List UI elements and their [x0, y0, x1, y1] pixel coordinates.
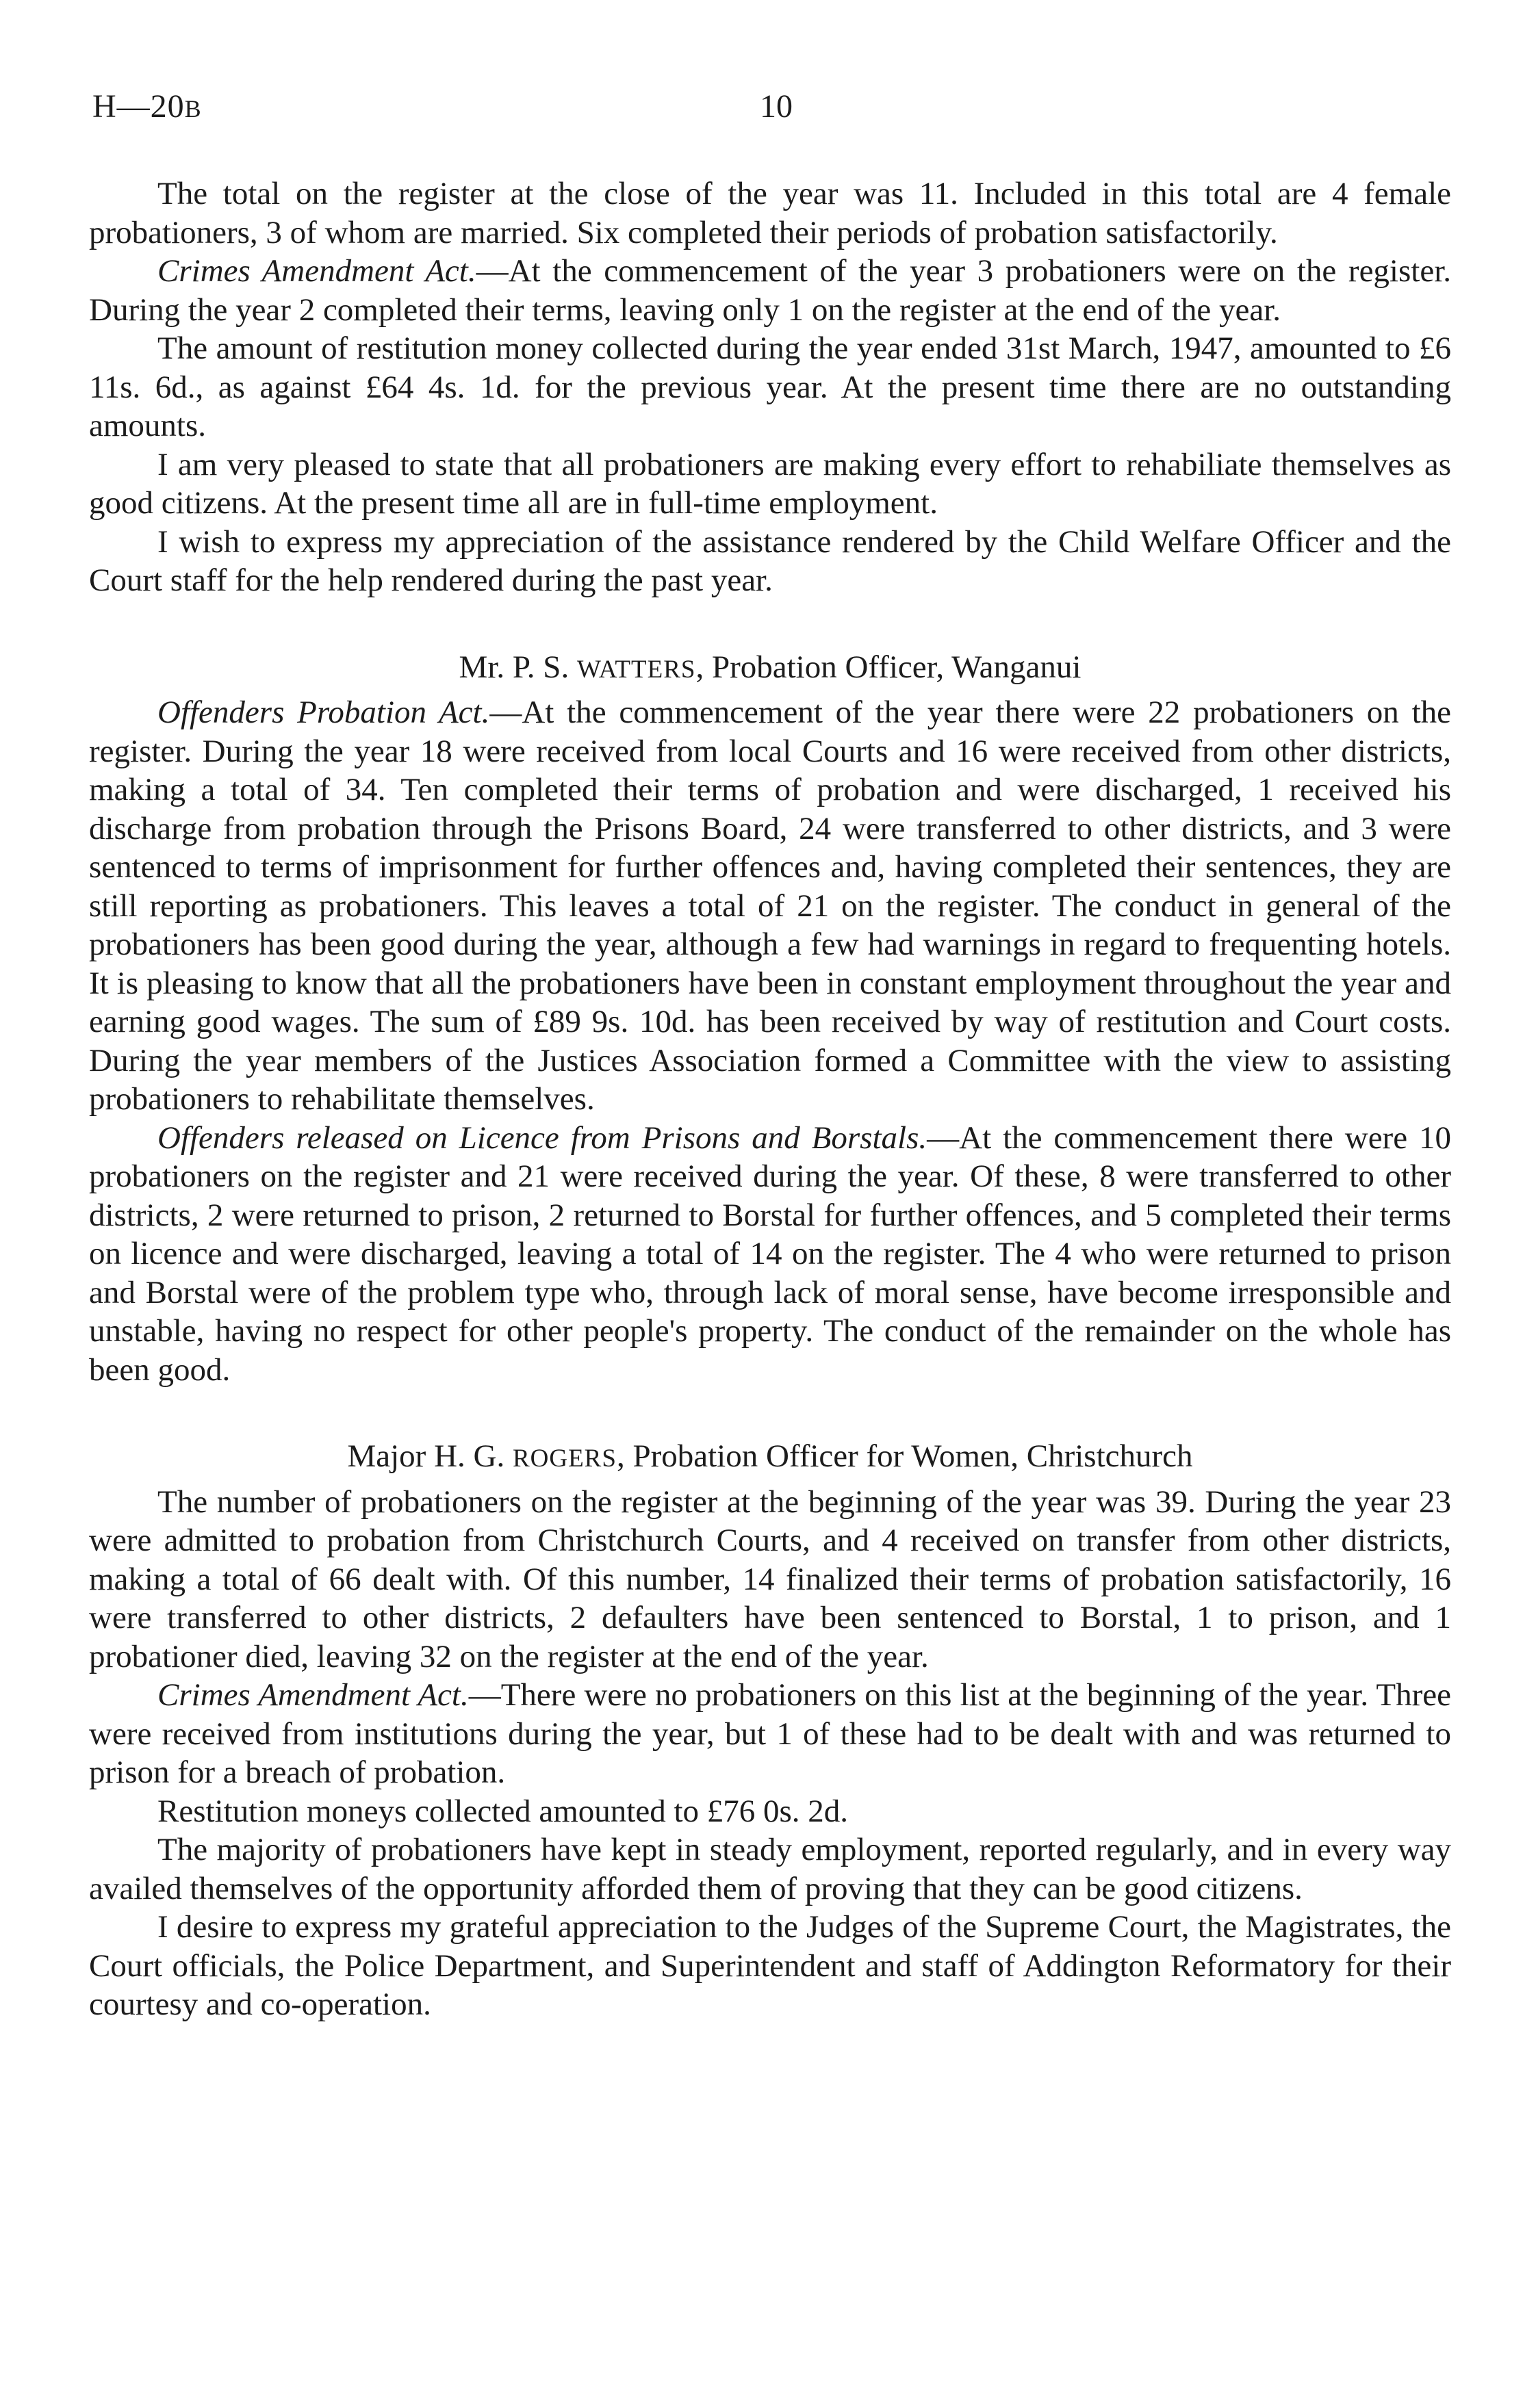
paragraph	[89, 1119, 1451, 1390]
heading-suffix: , Probation Officer, Wanganui	[695, 649, 1081, 685]
paragraph	[89, 1676, 1451, 1792]
section-heading-christchurch	[89, 1437, 1451, 1479]
section-heading-wanganui	[89, 648, 1451, 690]
page-number: 10	[760, 88, 793, 125]
paragraph-text: —At the commencement there were 10 probationers on the register and 21 were received during the year. Of these, 8 were transferred to other districts, 2 were returned to prison, 2 returned to Borstal for further offences, and 5 completed their terms on licence and were discharged, leaving a total of 14 on the register. The 4 who were returned to prison and Borstal were of the problem type who, through lack of moral sense, have become irresponsible and unstable, having no respect for other people's property. The conduct of the remainder on the whole has been good.	[89, 1119, 1451, 1388]
paragraph-label: Offenders released on Licence from Prisons and Borstals.	[157, 1119, 927, 1156]
paragraph-label: Offenders Probation Act.	[157, 695, 490, 730]
document-reference	[92, 88, 202, 125]
paragraph: I desire to express my grateful appreciation to the Judges of the Supreme Court, the Magistrates, the Court officials, the Police Department, and Superintendent and staff of Addington Reformatory for their courtesy and co-operation.	[89, 1909, 1451, 2022]
document-reference-main: H—20	[92, 88, 185, 125]
paragraph: Restitution moneys collected amounted to £76 0s. 2d.	[157, 1793, 849, 1829]
paragraph	[89, 252, 1451, 329]
paragraph-text: —At the commencement of the year there were 22 probationers on the register. During the year 18 were received from local Courts and 16 were received from other districts, making a total of 34. Ten completed their terms of probation and were discharged, 1 received his discharge from probation through the Prisons Board, 24 were transferred to other districts, and 3 were sentenced to terms of imprisonment for further offences and, having completed their sentences, they are still reporting as probationers. This leaves a total of 21 on the register. The conduct in general of the probationers has been good during the year, although a few had warnings in regard to frequenting hotels. It is pleasing to know that all the probationers have been in constant employment throughout the year and earning good wages. The sum of £89 9s. 10d. has been received by way of restitution and Court costs. During the year members of the Justices Association formed a Committee with the view to assisting probationers to rehabilitate themselves.	[89, 695, 1451, 1117]
paragraph	[89, 693, 1451, 1119]
paragraph: The number of probationers on the register at the beginning of the year was 39. During the year 23 were admitted to probation from Christchurch Courts, and 4 received on transfer from other districts, making a total of 66 dealt with. Of this number, 14 finalized their terms of probation satisfactorily, 16 were transferred to other districts, 2 defaulters have been sentenced to Borstal, 1 to prison, and 1 probationer died, leaving 32 on the register at the end of the year.	[89, 1484, 1451, 1674]
page-header	[92, 88, 1447, 135]
paragraph: The amount of restitution money collected during the year ended 31st March, 1947, amounted to £6 11s. 6d., as against £64 4s. 1d. for the previous year. At the present time there are no outstanding amounts.	[89, 331, 1451, 443]
paragraph-text: —There were no probationers on this list at the beginning of the year. Three were received from institutions during the year, but 1 of these had to be dealt with and was returned to prison for a breach of probation.	[89, 1677, 1451, 1790]
document-reference-suffix: B	[184, 95, 202, 122]
paragraph: The majority of probationers have kept in steady employment, reported regularly, and in every way availed themselves of the opportunity afforded them of proving that they can be good citizens.	[89, 1832, 1451, 1906]
paragraph-label: Crimes Amendment Act.	[157, 1677, 469, 1713]
paragraph-text: —At the commencement of the year 3 probationers were on the register. During the year 2 completed their terms, leaving only 1 on the register at the end of the year.	[89, 253, 1451, 328]
paragraph: The total on the register at the close of the year was 11. Included in this total are 4 female probationers, 3 of whom are married. Six completed their periods of probation satisfactorily.	[89, 176, 1451, 250]
heading-suffix: , Probation Officer for Women, Christchurch	[616, 1438, 1193, 1474]
heading-prefix: Major H. G.	[347, 1438, 513, 1474]
heading-prefix: Mr. P. S.	[459, 649, 577, 685]
heading-officer-name: ROGERS	[512, 1445, 617, 1473]
paragraph: I wish to express my appreciation of the assistance rendered by the Child Welfare Officer and the Court staff for the help rendered during the past year.	[89, 523, 1451, 598]
paragraph-label: Crimes Amendment Act.	[157, 253, 476, 289]
paragraph: I am very pleased to state that all probationers are making every effort to rehabiliate themselves as good citizens. At the present time all are in full-time employment.	[89, 446, 1451, 521]
heading-officer-name: WATTERS	[576, 655, 696, 684]
document-body	[89, 174, 1451, 2024]
